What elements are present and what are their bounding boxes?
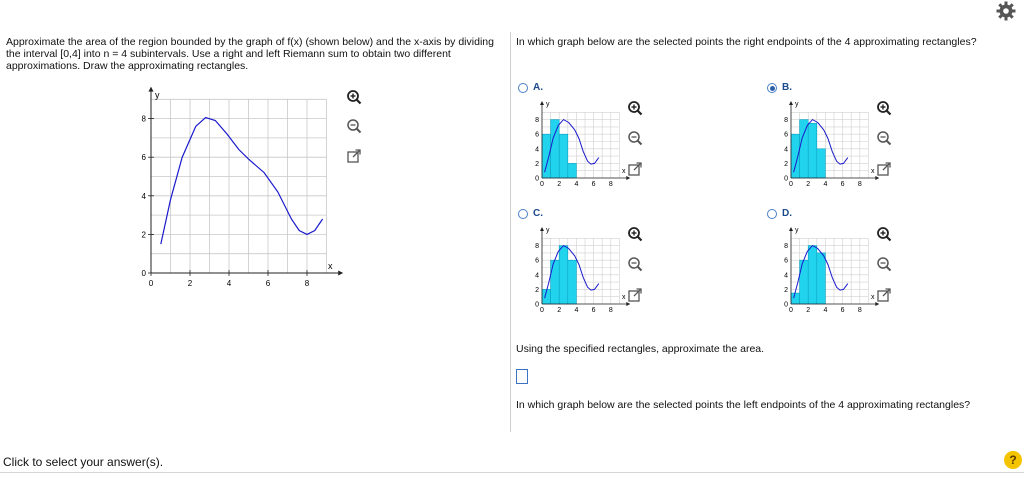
option-c-graph — [523, 222, 626, 314]
thumb-y-tick: 6 — [784, 257, 788, 265]
thumb-x-tick: 0 — [789, 307, 793, 314]
thumb-y-tick: 8 — [784, 117, 788, 125]
riemann-rect — [559, 134, 568, 178]
thumb-x-label: x — [870, 294, 875, 301]
riemann-rect — [568, 163, 577, 178]
open-popup-icon[interactable] — [627, 161, 643, 177]
thumb-y-tick: 4 — [535, 146, 539, 154]
thumb-y-tick: 0 — [784, 301, 788, 309]
thumb-x-tick: 4 — [574, 181, 579, 188]
thumb-x-tick: 0 — [789, 181, 793, 188]
thumb-x-tick: 8 — [608, 181, 613, 188]
zoom-out-icon[interactable] — [346, 118, 362, 134]
left-question-text: Approximate the area of the region bounded by the graph of f(x) (shown below) and the x-axis by dividing the interval [0,4] into n = 4 subintervals. Use a right and left Riemann sum to obtain two different approximations. Draw the approximating rectangles. — [6, 36, 494, 72]
thumb-x-tick: 6 — [591, 181, 596, 188]
thumb-y-tick: 0 — [535, 175, 539, 183]
main-y-tick: 0 — [141, 269, 146, 278]
gear-icon[interactable] — [995, 0, 1017, 22]
thumb-y-tick: 8 — [784, 243, 788, 251]
thumb-x-tick: 4 — [823, 181, 828, 188]
thumb-y-tick: 4 — [784, 146, 788, 154]
riemann-rect — [808, 123, 817, 178]
thumb-x-tick: 2 — [557, 307, 562, 314]
main-x-tick: 2 — [187, 279, 193, 288]
thumb-x-tick: 6 — [840, 181, 845, 188]
zoom-in-icon[interactable] — [876, 100, 892, 116]
thumb-x-tick: 4 — [823, 307, 828, 314]
thumb-x-tick: 2 — [806, 307, 811, 314]
main-graph-curve — [161, 118, 323, 245]
main-graph — [136, 88, 336, 298]
option-a-label[interactable]: A. — [533, 82, 543, 93]
area-answer-input[interactable] — [516, 369, 528, 384]
thumb-y-tick: 2 — [784, 160, 788, 168]
option-b-radio[interactable] — [767, 83, 777, 93]
zoom-in-icon[interactable] — [627, 100, 643, 116]
option-d-radio[interactable] — [767, 209, 777, 219]
riemann-rect — [817, 253, 826, 304]
thumb-x-label: x — [621, 294, 626, 301]
main-x-tick: 4 — [226, 279, 232, 288]
thumb-x-tick: 2 — [806, 181, 811, 188]
open-popup-icon[interactable] — [876, 161, 892, 177]
status-text: Click to select your answer(s). — [3, 455, 164, 469]
option-b-graph — [772, 96, 875, 188]
zoom-out-icon[interactable] — [627, 130, 643, 146]
thumb-y-tick: 6 — [535, 257, 539, 265]
zoom-out-icon[interactable] — [627, 256, 643, 272]
thumb-y-tick: 4 — [535, 272, 539, 280]
option-d-label[interactable]: D. — [782, 208, 792, 219]
right-question-2: In which graph below are the selected points the left endpoints of the 4 approximating rectangles? — [516, 399, 971, 411]
riemann-rect — [568, 260, 577, 304]
thumb-y-label: y — [546, 101, 550, 108]
thumb-y-tick: 2 — [535, 160, 539, 168]
main-y-label: y — [155, 90, 160, 100]
riemann-rect — [551, 120, 560, 178]
thumb-x-tick: 6 — [591, 307, 596, 314]
riemann-rect — [559, 246, 568, 304]
thumb-y-tick: 6 — [784, 131, 788, 139]
zoom-in-icon[interactable] — [346, 89, 362, 105]
option-c-radio[interactable] — [518, 209, 528, 219]
riemann-rect — [800, 260, 809, 304]
option-c-label[interactable]: C. — [533, 208, 543, 219]
main-y-tick: 8 — [141, 114, 146, 124]
open-popup-icon[interactable] — [627, 287, 643, 303]
zoom-in-icon[interactable] — [876, 226, 892, 242]
thumb-y-label: y — [546, 227, 550, 234]
panel-divider — [510, 32, 511, 432]
thumb-x-tick: 6 — [840, 307, 845, 314]
help-button[interactable]: ? — [1004, 451, 1022, 469]
thumb-y-tick: 4 — [784, 272, 788, 280]
riemann-rect — [791, 293, 800, 304]
thumb-y-tick: 2 — [784, 286, 788, 294]
main-y-tick: 2 — [141, 230, 146, 240]
thumb-x-tick: 0 — [540, 181, 544, 188]
footer-divider — [0, 472, 1024, 473]
option-a-radio[interactable] — [518, 83, 528, 93]
zoom-in-icon[interactable] — [627, 226, 643, 242]
thumb-x-label: x — [621, 168, 626, 175]
thumb-x-tick: 0 — [540, 307, 544, 314]
thumb-x-tick: 8 — [857, 181, 862, 188]
riemann-rect — [551, 260, 560, 304]
area-prompt: Using the specified rectangles, approximate the area. — [516, 343, 765, 355]
main-y-tick: 6 — [141, 153, 146, 163]
thumb-y-tick: 6 — [535, 131, 539, 139]
riemann-rect — [808, 246, 817, 304]
thumb-y-tick: 0 — [784, 175, 788, 183]
thumb-y-tick: 8 — [535, 117, 539, 125]
thumb-x-label: x — [870, 168, 875, 175]
main-x-label: x — [328, 261, 333, 271]
option-b-label[interactable]: B. — [782, 82, 792, 93]
main-x-tick: 8 — [304, 279, 310, 288]
option-d-graph — [772, 222, 875, 314]
riemann-rect — [817, 149, 826, 178]
option-a-graph — [523, 96, 626, 188]
thumb-x-tick: 8 — [857, 307, 862, 314]
thumb-x-tick: 2 — [557, 181, 562, 188]
open-popup-icon[interactable] — [876, 287, 892, 303]
thumb-y-tick: 0 — [535, 301, 539, 309]
main-y-tick: 4 — [141, 191, 146, 201]
thumb-x-tick: 4 — [574, 307, 579, 314]
zoom-out-icon[interactable] — [876, 130, 892, 146]
thumb-x-tick: 8 — [608, 307, 613, 314]
thumb-y-tick: 8 — [535, 243, 539, 251]
thumb-y-tick: 2 — [535, 286, 539, 294]
open-popup-icon[interactable] — [346, 148, 362, 164]
zoom-out-icon[interactable] — [876, 256, 892, 272]
right-question-1: In which graph below are the selected points the right endpoints of the 4 approximating rectangles? — [516, 36, 977, 48]
thumb-y-label: y — [795, 227, 799, 234]
main-x-tick: 6 — [265, 279, 271, 288]
riemann-rect — [800, 120, 809, 178]
main-x-tick: 0 — [148, 279, 154, 288]
thumb-y-label: y — [795, 101, 799, 108]
